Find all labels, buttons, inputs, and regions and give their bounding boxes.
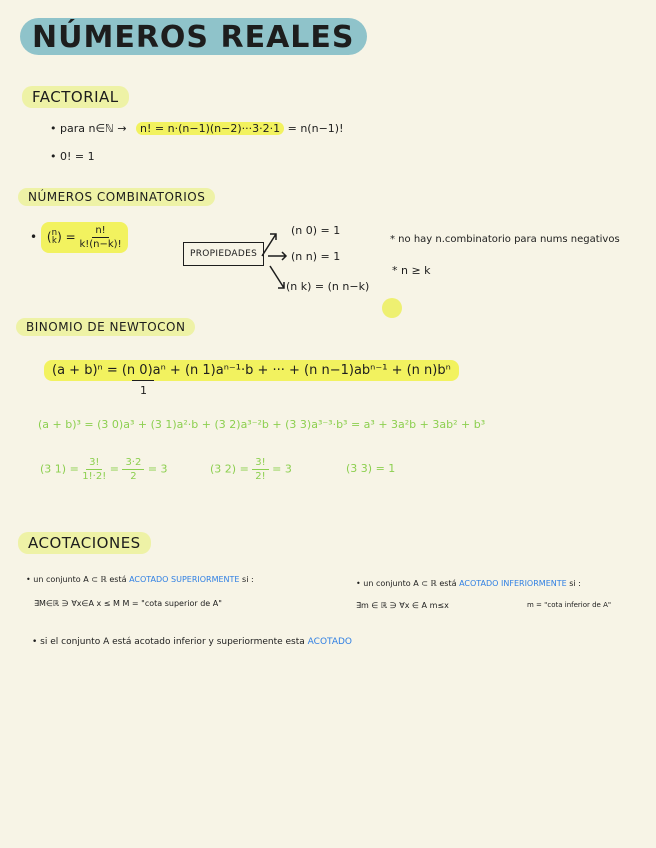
ex1-num: 3! [86, 456, 102, 470]
propiedad-3: (n k) = (n n−k) [286, 280, 370, 293]
ex1-eq: = [109, 462, 119, 476]
binomio-formula: (a + b)ⁿ = (n 0)aⁿ + (n 1)aⁿ⁻¹·b + ··· + (n n−1)abⁿ⁻¹ + (n n)bⁿ [44, 360, 459, 381]
propiedades-box: PROPIEDADES [183, 242, 264, 266]
ex2-num: 3! [252, 456, 268, 470]
definition-formula: ( n k ) = $\frac{n!}{k!(n-k)!}$ [41, 222, 128, 253]
section-heading-factorial: FACTORIAL [22, 86, 129, 108]
ex1-den: 1!·2! [82, 471, 107, 482]
both-blue-term: ACOTADO [307, 637, 353, 647]
propiedad-1: (n 0) = 1 [291, 224, 341, 237]
ex1-den2: 2 [130, 471, 137, 482]
acotado-superior-def [26, 575, 254, 584]
under-first-value: 1 [140, 384, 147, 397]
under-first-bracket [132, 380, 154, 381]
combinatorio-definition [30, 222, 128, 253]
ex1-left: (3 1) = [40, 462, 79, 476]
section-heading-binomio: BINOMIO DE NEWTOCON [16, 318, 195, 336]
example-combinatorio-1 [40, 456, 168, 483]
propiedad-2: (n n) = 1 [291, 250, 341, 263]
factorial-line1-prefix: • para n∈ℕ → [50, 122, 127, 135]
factorial-line-1 [50, 122, 344, 135]
page-title: NÚMEROS REALES [20, 18, 367, 55]
factorial-line1-suffix: = n(n−1)! [287, 122, 344, 135]
def-equals: = [65, 230, 76, 244]
factorial-formula: n! = n·(n−1)(n−2)···3·2·1 [136, 122, 284, 135]
yellow-dot [382, 298, 402, 318]
acotado-inferior-condition: ∃m ∈ ℝ ∋ ∀x ∈ A m≤x [356, 601, 449, 610]
note-no-negativos: * no hay n.combinatorio para nums negativos [390, 234, 620, 245]
inf-blue-term: ACOTADO INFERIORMENTE [459, 579, 567, 588]
ex2-result: = 3 [272, 462, 292, 476]
section-heading-acotaciones: ACOTACIONES [18, 532, 151, 554]
definition-bullet: • [30, 230, 38, 244]
factorial-line-2: • 0! = 1 [50, 150, 95, 163]
ex2-left: (3 2) = [210, 462, 249, 476]
sup-text-1: • un conjunto A ⊂ ℝ está [26, 575, 127, 584]
example-combinatorio-3: (3 3) = 1 [346, 462, 396, 475]
both-text: • si el conjunto A está acotado inferior y superiormente esta [32, 637, 305, 647]
sup-text-2: si : [242, 575, 254, 584]
acotado-superior-condition: ∃M∈ℝ ∋ ∀x∈A x ≤ M M = "cota superior de A" [34, 599, 222, 608]
sup-blue-term: ACOTADO SUPERIORMENTE [129, 575, 240, 584]
def-binom-top: n [51, 227, 58, 238]
acotado-inferior-def [356, 579, 581, 588]
example-combinatorio-2 [210, 456, 292, 483]
ex1-result: = 3 [147, 462, 168, 476]
def-binom-bottom: k [51, 235, 57, 246]
acotado-inferior-cota: m = "cota inferior de A" [527, 601, 612, 609]
def-numerator: n! [92, 224, 108, 238]
ex1-num2: 3·2 [122, 456, 144, 470]
def-denominator: k!(n−k)! [79, 239, 122, 250]
inf-text-1: • un conjunto A ⊂ ℝ está [356, 579, 457, 588]
note-n-mayor-k: * n ≥ k [392, 264, 431, 277]
acotado-both-def [32, 637, 352, 647]
ex2-den: 2! [255, 471, 266, 482]
inf-text-2: si : [569, 579, 581, 588]
binomio-example: (a + b)³ = (3 0)a³ + (3 1)a²·b + (3 2)a³⁻²b + (3 3)a³⁻³·b³ = a³ + 3a²b + 3ab² + b³ [38, 418, 486, 431]
section-heading-combinatorios: NÚMEROS COMBINATORIOS [18, 188, 215, 206]
